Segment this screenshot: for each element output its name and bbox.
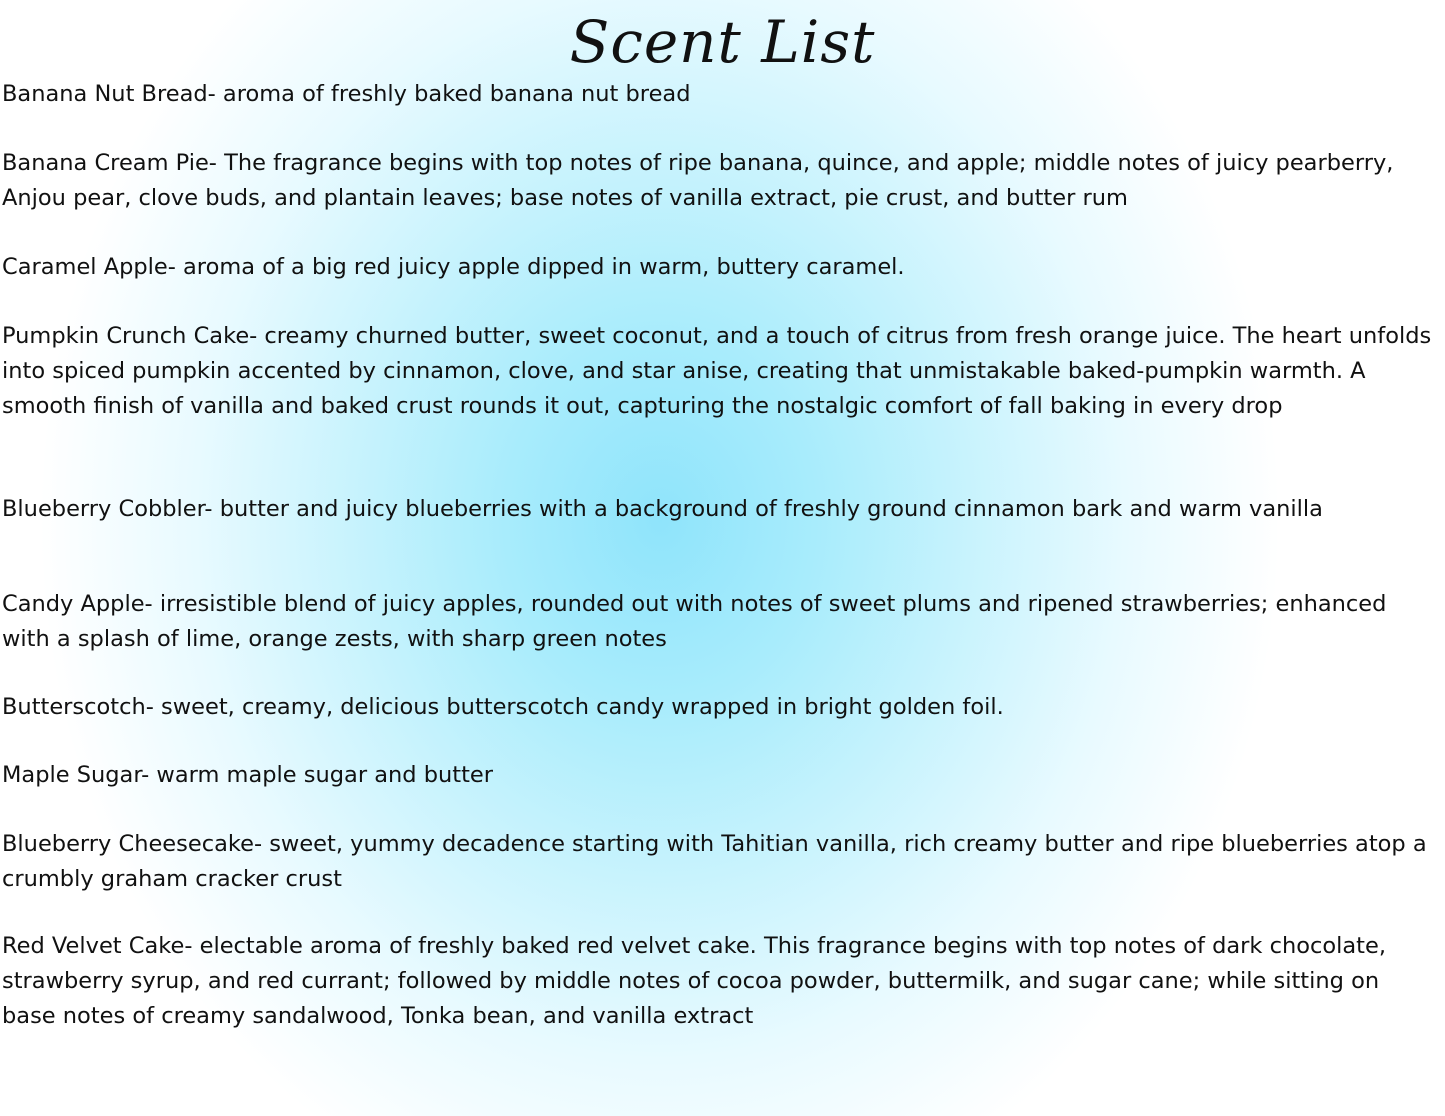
- page-title: Scent List: [569, 8, 876, 76]
- scent-entry-red-velvet-cake: Red Velvet Cake- electable aroma of freshly baked red velvet cake. This fragrance begins with top notes of dark chocolate, strawberry syrup, and red currant; followed by middle notes of cocoa powder, buttermilk, and sugar cane; while sitting on base notes of creamy sandalwood, Tonka bean, and vanilla extract: [2, 933, 1387, 1029]
- scent-entry-candy-apple: Candy Apple- irresistible blend of juicy apples, rounded out with notes of sweet plums and ripened strawberries; enhanced with a splash of lime, orange zests, with sharp green notes: [2, 591, 1387, 652]
- scent-entry-blueberry-cobbler: Blueberry Cobbler- butter and juicy blueberries with a background of freshly ground cinnamon bark and warm vanilla: [2, 496, 1323, 522]
- scent-entry-banana-cream-pie: Banana Cream Pie- The fragrance begins with top notes of ripe banana, quince, and apple; middle notes of juicy pearberry, Anjou pear, clove buds, and plantain leaves; base notes of vanilla extract, pie crust, and butter rum: [2, 150, 1394, 211]
- scent-entry-butterscotch: Butterscotch- sweet, creamy, delicious butterscotch candy wrapped in bright golden foil.: [2, 694, 1004, 720]
- scent-entry-banana-nut-bread: Banana Nut Bread- aroma of freshly baked banana nut bread: [2, 81, 691, 107]
- scent-entry-pumpkin-crunch-cake: Pumpkin Crunch Cake- creamy churned butter, sweet coconut, and a touch of citrus from fresh orange juice. The heart unfolds into spiced pumpkin accented by cinnamon, clove, and star anise, creating that unmistakable baked-pumpkin warmth. A smooth finish of vanilla and baked crust rounds it out, capturing the nostalgic comfort of fall baking in every drop: [2, 323, 1432, 419]
- scent-entry-caramel-apple: Caramel Apple- aroma of a big red juicy apple dipped in warm, buttery caramel.: [2, 254, 905, 280]
- scent-entry-maple-sugar: Maple Sugar- warm maple sugar and butter: [2, 762, 493, 788]
- scent-entry-blueberry-cheesecake: Blueberry Cheesecake- sweet, yummy decadence starting with Tahitian vanilla, rich creamy butter and ripe blueberries atop a crumbly graham cracker crust: [2, 831, 1427, 892]
